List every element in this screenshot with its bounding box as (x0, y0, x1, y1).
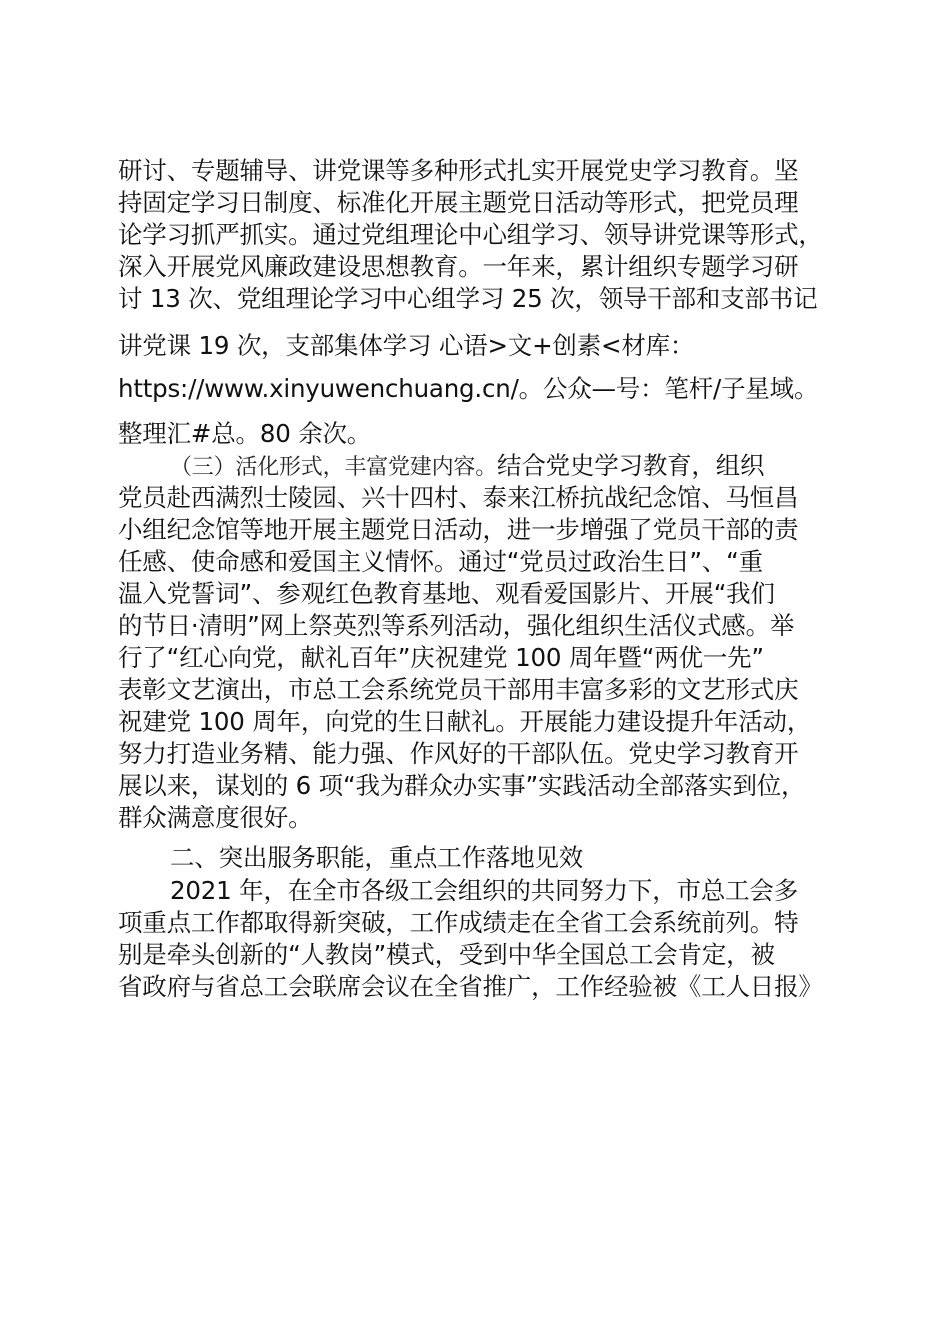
paragraph-key-work (118, 875, 848, 1003)
paragraph-study-end (118, 418, 848, 450)
text-line-first (118, 450, 848, 482)
text-line: 小组纪念馆等地开展主题党日活动，进一步增强了党员干部的责 (118, 515, 799, 544)
text-line: 努力打造业务精、能力强、作风好的干部队伍。党史学习教育开 (118, 739, 799, 768)
paragraph-activities (118, 450, 848, 834)
paragraph-study-education (118, 155, 848, 315)
paragraph-study-continued (118, 330, 848, 362)
text-line: 持固定学习日制度、标准化开展主题党日活动等形式，把党员理 (118, 188, 799, 217)
section-heading: 二、突出服务职能，重点工作落地见效 (170, 843, 584, 872)
text-line: 整理汇#总。80 余次。 (118, 419, 372, 448)
text-line: 祝建党 100 周年，向党的生日献礼。开展能力建设提升年活动， (118, 707, 812, 736)
text-line: 讨 13 次、党组理论学习中心组学习 25 次，领导干部和支部书记 (118, 284, 818, 313)
text-line: 深入开展党风廉政建设思想教育。一年来，累计组织专题学习研 (118, 252, 799, 281)
subsection-heading: （三）活化形式，丰富党建内容。 (170, 455, 498, 480)
text-line: 展以来，谋划的 6 项“我为群众办实事”实践活动全部落实到位， (118, 771, 806, 800)
text-line: 讲党课 19 次，支部集体学习 心语>文+创素<材库： (118, 331, 695, 360)
text-line: 行了“红心向党，献礼百年”庆祝建党 100 周年暨“两优一先” (118, 643, 764, 672)
paragraph-watermark-url (118, 373, 848, 405)
text-line: 党员赴西满烈士陵园、兴十四村、泰来江桥抗战纪念馆、马恒昌 (118, 483, 799, 512)
text-line: 研讨、专题辅导、讲党课等多种形式扎实开展党史学习教育。坚 (118, 156, 799, 185)
text-line: 论学习抓严抓实。通过党组理论中心组学习、领导讲党课等形式， (118, 220, 823, 249)
text-line: 2021 年，在全市各级工会组织的共同努力下，市总工会多 (170, 876, 799, 905)
text-line: 群众满意度很好。 (118, 803, 313, 832)
text-line: 温入党誓词”、参观红色教育基地、观看爱国影片、开展“我们 (118, 579, 775, 608)
text-line: 项重点工作都取得新突破，工作成绩走在全省工会系统前列。特 (118, 908, 799, 937)
section-heading-block (118, 842, 848, 874)
text-line: 任感、使命感和爱国主义情怀。通过“党员过政治生日”、“重 (118, 547, 763, 576)
text-line: https://www.xinyuwenchuang.cn/。公众—号：笔杆/子星域。 (118, 374, 819, 403)
text-line: 的节日·清明”网上祭英烈等系列活动，强化组织生活仪式感。举 (118, 611, 795, 640)
text-line: 表彰文艺演出，市总工会系统党员干部用丰富多彩的文艺形式庆 (118, 675, 799, 704)
text-line: 别是牵头创新的“人教岗”模式，受到中华全国总工会肯定，被 (118, 940, 775, 969)
text-line: 省政府与省总工会联席会议在全省推广，工作经验被《工人日报》 (118, 972, 823, 1001)
text-span: 结合党史学习教育，组织 (497, 451, 765, 480)
